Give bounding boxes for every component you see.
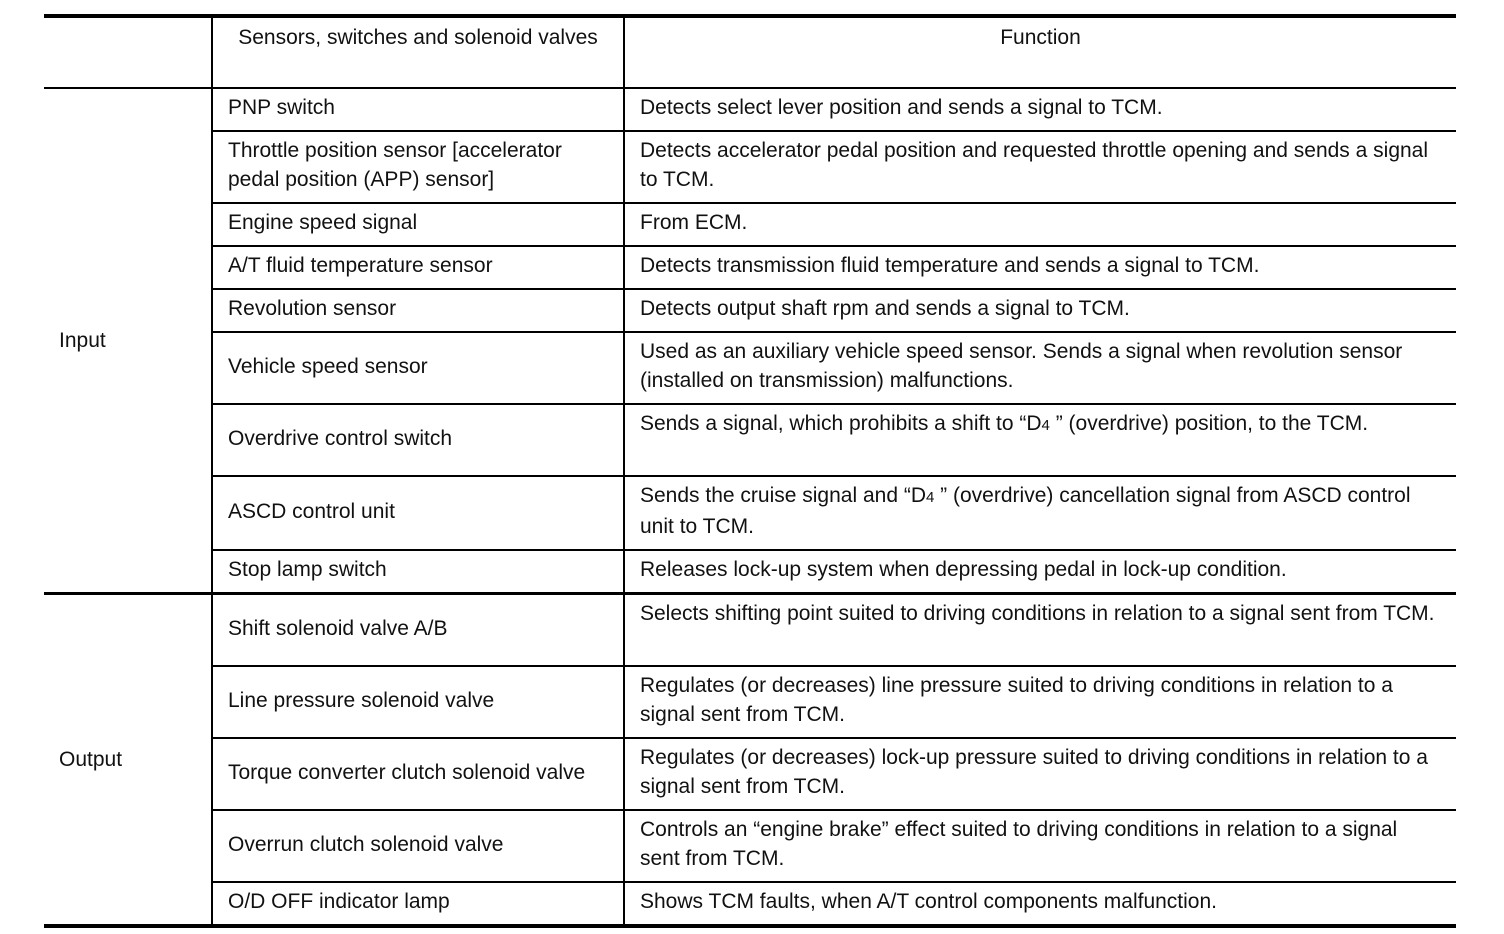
input-group (44, 88, 1456, 594)
component-cell: Torque converter clutch solenoid valve (212, 738, 624, 810)
component-cell: Engine speed signal (212, 203, 624, 246)
function-text: ” (overdrive) position, to the TCM. (1049, 412, 1369, 435)
table-row (44, 810, 1456, 882)
table-row (44, 332, 1456, 404)
group-label-output: Output (44, 594, 212, 927)
group-label-input: Input (59, 329, 106, 352)
header-component: Sensors, switches and solenoid valves (212, 16, 624, 88)
component-cell: Line pressure solenoid valve (212, 666, 624, 738)
table-row (44, 289, 1456, 332)
function-cell (624, 476, 1456, 550)
component-cell: Throttle position sensor [accelerator pedal position (APP) sensor] (212, 131, 624, 203)
function-cell: Regulates (or decreases) line pressure suited to driving conditions in relation to a signal sent from TCM. (624, 666, 1456, 738)
function-cell: Detects accelerator pedal position and requested throttle opening and sends a signal to TCM. (624, 131, 1456, 203)
function-cell: Controls an “engine brake” effect suited to driving conditions in relation to a signal sent from TCM. (624, 810, 1456, 882)
component-function-table (44, 14, 1456, 928)
gear-subscript: 4 (926, 489, 935, 506)
table-row (44, 203, 1456, 246)
table-header-row (44, 16, 1456, 88)
function-cell: Detects transmission fluid temperature and sends a signal to TCM. (624, 246, 1456, 289)
component-cell: Overrun clutch solenoid valve (212, 810, 624, 882)
output-group (44, 594, 1456, 927)
function-cell: From ECM. (624, 203, 1456, 246)
function-cell: Regulates (or decreases) lock-up pressure suited to driving conditions in relation to a signal sent from TCM. (624, 738, 1456, 810)
function-cell: Used as an auxiliary vehicle speed sensor. Sends a signal when revolution sensor (installed on transmission) malfunctions. (624, 332, 1456, 404)
table-row (44, 246, 1456, 289)
function-cell: Releases lock-up system when depressing pedal in lock-up condition. (624, 550, 1456, 594)
component-cell: PNP switch (212, 88, 624, 131)
header-function: Function (624, 16, 1456, 88)
table-row (44, 666, 1456, 738)
component-cell: O/D OFF indicator lamp (212, 882, 624, 926)
table-row (44, 404, 1456, 476)
component-cell: A/T fluid temperature sensor (212, 246, 624, 289)
component-cell: ASCD control unit (212, 476, 624, 550)
function-text: Sends a signal, which prohibits a shift to “D (640, 412, 1042, 435)
table-row (44, 738, 1456, 810)
function-cell (624, 404, 1456, 476)
table-row (44, 594, 1456, 667)
table-row (44, 882, 1456, 926)
component-cell: Shift solenoid valve A/B (212, 594, 624, 667)
function-cell: Detects output shaft rpm and sends a signal to TCM. (624, 289, 1456, 332)
function-cell: Detects select lever position and sends a signal to TCM. (624, 88, 1456, 131)
table-row (44, 476, 1456, 550)
gear-subscript: 4 (1041, 417, 1050, 434)
function-text: Sends the cruise signal and “D (640, 484, 926, 507)
function-cell: Shows TCM faults, when A/T control components malfunction. (624, 882, 1456, 926)
component-cell: Revolution sensor (212, 289, 624, 332)
function-cell: Selects shifting point suited to driving conditions in relation to a signal sent from TCM. (624, 594, 1456, 667)
function-text: ” (overdrive) cancellation signal from ASCD control unit to TCM. (640, 484, 1411, 538)
table-row (44, 550, 1456, 594)
header-category (44, 16, 212, 88)
table-row (44, 88, 1456, 131)
component-cell: Overdrive control switch (212, 404, 624, 476)
component-cell: Stop lamp switch (212, 550, 624, 594)
table-row (44, 131, 1456, 203)
component-cell: Vehicle speed sensor (212, 332, 624, 404)
component-function-table-page (44, 14, 1456, 928)
